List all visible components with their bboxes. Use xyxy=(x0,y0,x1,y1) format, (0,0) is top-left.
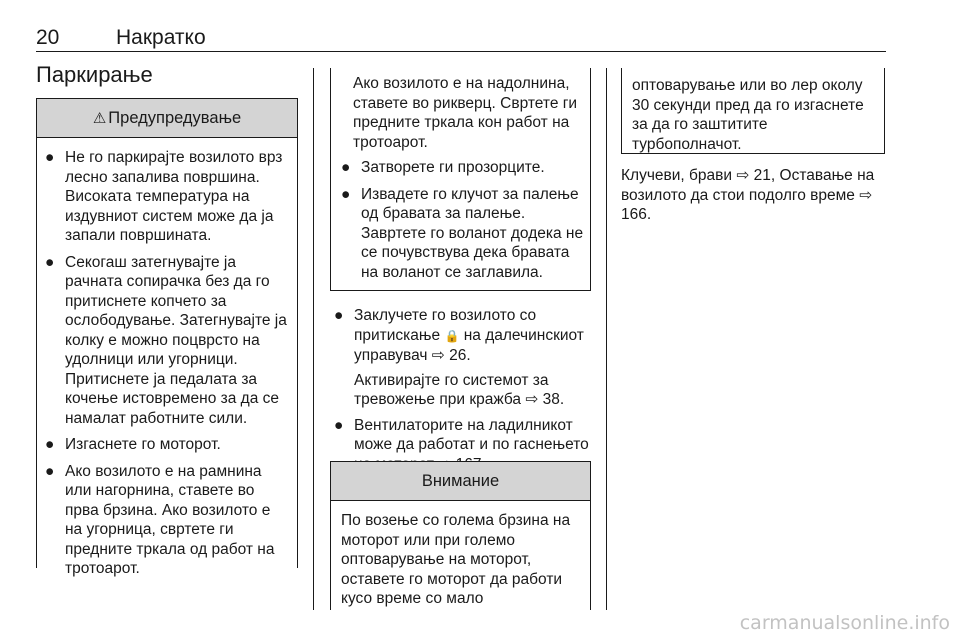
bullet-icon: ● xyxy=(45,253,55,271)
section-title: Паркирање xyxy=(36,62,153,87)
list-item: ● Заклучете го возилото со притискање 🔒 на далечинскиот управувач ⇨ 26. xyxy=(334,307,584,364)
watermark: carmanualsonline.info xyxy=(739,612,950,634)
list-item: ● Затворете ги прозорците. xyxy=(341,159,545,176)
column-divider-right xyxy=(606,68,607,610)
warning-box xyxy=(36,98,298,577)
list-item: ● Не го паркирајте возилото врз лесно запалива површина. Високата температура на издувниот систем може да ја запали површината. xyxy=(45,149,283,244)
warning-box-body xyxy=(37,138,297,579)
cross-reference-paragraph: Клучеви, брави ⇨ 21, Оставање на возилото да стои подолго време ⇨ 166. xyxy=(621,167,875,223)
notice-box-title: Внимание xyxy=(421,471,500,490)
warning-box-continued xyxy=(330,68,591,291)
bullet-icon: ● xyxy=(45,149,55,166)
lock-icon: 🔒 xyxy=(444,328,460,343)
notice-box-text: По возење со голема брзина на моторот или при големо оптоварување на моторот, оставете го моторот да работи кусо време со мало xyxy=(341,512,571,607)
bullet-icon: ● xyxy=(45,462,55,480)
list-item: ● Извадете го клучот за палење од бравата за палење. Завртете го воланот додека не се почувствува дека бравата на воланот се заглавила. xyxy=(341,185,584,281)
warning-continued-intro: Ако возилото е на надолнина, ставете во рикверц. Свртете ги предните тркала кон работ на тротоарот. xyxy=(353,75,578,151)
bullet-icon: ● xyxy=(334,307,344,324)
column-divider-left xyxy=(313,68,314,610)
warning-box-title: Предупредување xyxy=(108,108,242,127)
notice-box-continued xyxy=(621,68,885,154)
list-item-subparagraph: Активирајте го системот за тревожење при кражба ⇨ 38. xyxy=(354,371,565,408)
page-reference-icon: ⇨ xyxy=(859,186,873,204)
bullet-icon: ● xyxy=(341,159,351,176)
page-reference-icon: ⇨ xyxy=(525,391,539,408)
bullet-icon: ● xyxy=(341,185,351,203)
notice-box-header xyxy=(331,462,590,501)
page-reference-icon: ⇨ xyxy=(431,347,445,364)
page-number: 20 xyxy=(36,26,60,49)
notice-continued-text: оптоварување или во лер околу 30 секунди пред да го изгаснете за да го заштитите турбополначот. xyxy=(632,77,864,153)
list-item: ● Вентилаторите на ладилникот може да работат и по гаснењето xyxy=(334,416,602,475)
warning-triangle-icon: ⚠ xyxy=(92,110,107,127)
warning-box-header xyxy=(37,99,297,138)
list-item: ● Секогаш затегнувајте ја рачната сопирачка без да го притиснете копчето за ослободување. Затегнувајте ја колку е можно поцврсто на удолници или угорници. Притиснете ја педалата за кочење истовремено за да се намалат работните сили. xyxy=(45,253,287,427)
bullet-icon: ● xyxy=(45,436,55,453)
page-reference-icon: ⇨ xyxy=(736,167,750,184)
chapter-title: Накратко xyxy=(116,26,206,49)
header-rule xyxy=(36,51,886,52)
parking-steps xyxy=(334,306,602,481)
list-item: ● Ако возилото е на рамнина или нагорнина, ставете во прва брзина. Ако возилото е на угорница, свртете ги предните тркала од работ на тротоарот. xyxy=(45,462,275,577)
list-item: ● Изгаснете го моторот. xyxy=(45,436,221,453)
notice-box xyxy=(330,461,591,610)
bullet-icon: ● xyxy=(334,416,344,434)
